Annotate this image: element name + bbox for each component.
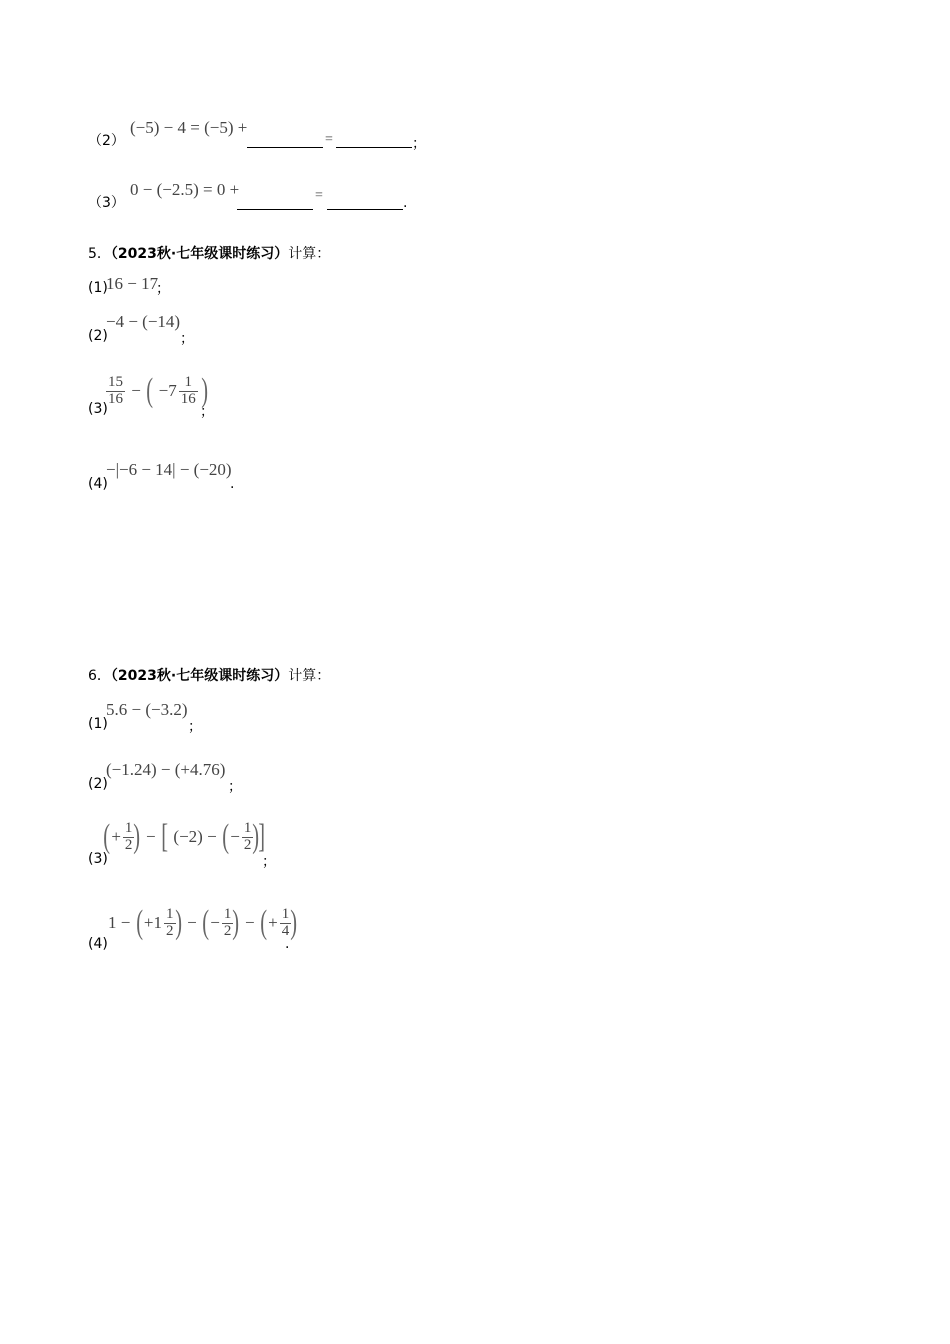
- semicolon: ；: [228, 779, 242, 795]
- math-expression: 1 − (+1 $\frac{1}{2}$ ) − (− $\frac{1}{2}$ ) − (+ $\frac{1}{4}$ ): [108, 904, 298, 941]
- math-expression: −4 − (−14): [106, 312, 181, 331]
- question-source: （2023秋·七年级课时练习）: [110, 246, 289, 262]
- item-label: (1): [88, 716, 108, 732]
- item-label: (3): [88, 851, 108, 867]
- fraction: $\frac{15}{16}$: [108, 373, 123, 407]
- item-label: (2): [88, 328, 108, 344]
- math-expression: 5.6 − (−3.2): [106, 700, 188, 719]
- math-expression: 16 − 17: [106, 274, 159, 293]
- fraction: $\frac{1}{2}$: [166, 905, 174, 939]
- item-label: (4): [88, 936, 108, 952]
- item-label: （2）: [88, 133, 125, 149]
- fraction: $\frac{1}{2}$: [223, 905, 232, 939]
- semicolon: ；: [188, 719, 202, 735]
- q6-heading: [88, 665, 330, 685]
- math-expression: $\frac{15}{16}$ − ( −7 $\frac{1}{16}$ ): [108, 372, 209, 409]
- item-label: (3): [88, 401, 108, 417]
- equals-sign: =: [325, 132, 333, 147]
- math-expression: (−1.24) − (+4.76): [106, 760, 226, 779]
- semicolon: ；: [412, 136, 426, 152]
- fraction: $\frac{1}{2}$: [243, 819, 252, 853]
- math-expression: 0 − (−2.5) = 0 +: [130, 180, 240, 199]
- item-label: （3）: [88, 195, 125, 211]
- answer-blank[interactable]: [237, 209, 313, 210]
- period: .: [285, 936, 290, 952]
- math-expression: (−5) − 4 = (−5) +: [130, 118, 248, 137]
- fraction: $\frac{1}{16}$: [180, 373, 196, 407]
- item-label: (4): [88, 476, 108, 492]
- answer-blank[interactable]: [247, 147, 323, 148]
- math-expression: (+ $\frac{1}{2}$ ) − [ (−2) − (− $\frac{1}{2}$ )]: [103, 818, 265, 855]
- period: .: [230, 476, 235, 492]
- semicolon: ；: [180, 331, 194, 347]
- question-prompt: 计算：: [288, 246, 331, 262]
- question-prompt: 计算：: [288, 668, 331, 684]
- answer-blank[interactable]: [327, 209, 403, 210]
- item-label: (2): [88, 776, 108, 792]
- answer-blank[interactable]: [336, 147, 412, 148]
- question-number: 5．: [88, 246, 111, 262]
- question-number: 6．: [88, 668, 111, 684]
- fraction: $\frac{1}{2}$: [124, 819, 133, 853]
- fraction: $\frac{1}{4}$: [281, 905, 290, 939]
- item-label: (1): [88, 280, 108, 296]
- semicolon: ；: [200, 404, 214, 420]
- semicolon: ；: [156, 281, 170, 297]
- period: .: [403, 195, 408, 211]
- equals-sign: =: [315, 188, 323, 203]
- math-expression: −|−6 − 14| − (−20): [106, 460, 232, 479]
- q5-heading: [88, 243, 330, 263]
- question-source: （2023秋·七年级课时练习）: [110, 668, 289, 684]
- semicolon: ；: [262, 854, 276, 870]
